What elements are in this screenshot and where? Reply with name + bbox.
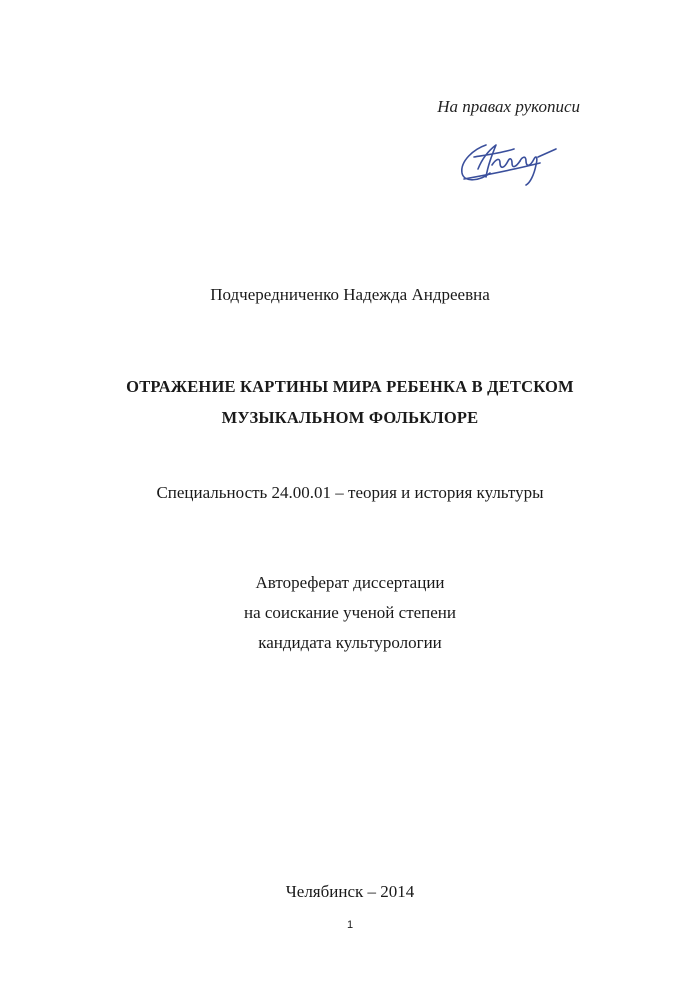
rights-note: На правах рукописи [437, 97, 580, 116]
abstract-line-1: Автореферат диссертации [255, 573, 445, 592]
page-number: 1 [346, 919, 354, 931]
title-line-2: МУЗЫКАЛЬНОМ ФОЛЬКЛОРЕ [221, 408, 479, 427]
dissertation-title [0, 371, 700, 433]
title-line-1: ОТРАЖЕНИЕ КАРТИНЫ МИРА РЕБЕНКА В ДЕТСКОМ [126, 377, 574, 396]
signature-icon [456, 135, 566, 190]
abstract-line-3: кандидата культурологии [258, 633, 442, 652]
abstract-line-2: на соискание ученой степени [243, 603, 457, 622]
specialty-line: Специальность 24.00.01 – теория и история культуры [156, 483, 544, 502]
abstract-description [0, 568, 700, 658]
city-year: Челябинск – 2014 [285, 882, 415, 901]
author-name: Подчередниченко Надежда Андреевна [210, 285, 490, 304]
